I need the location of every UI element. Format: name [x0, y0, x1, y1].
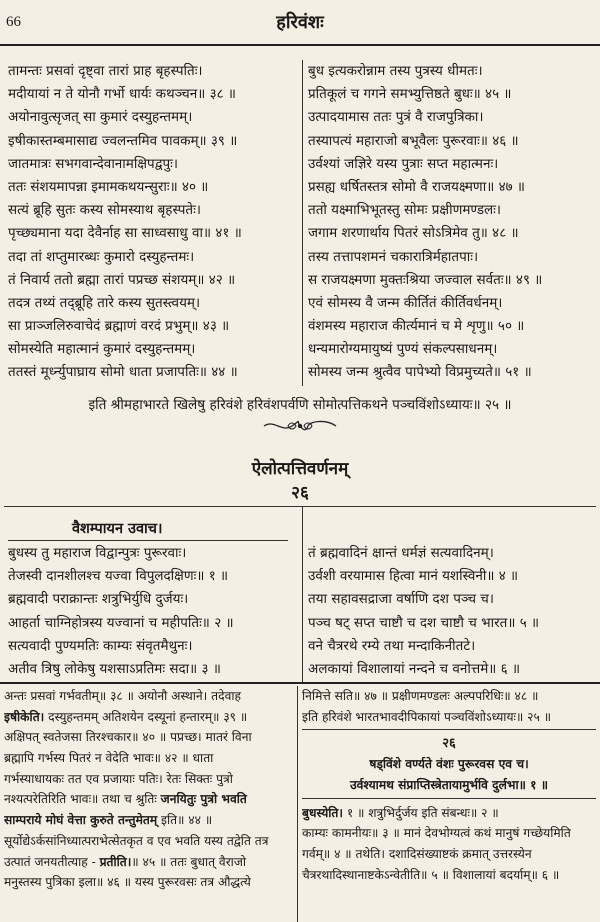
verse-line: ततो यक्ष्माभिभूतस्तु सोमः प्रक्षीणमण्डलः।: [308, 202, 502, 219]
verse-line: सत्यं ब्रूहि सुतः कस्य सोमस्याथ बृहस्पतेः।: [8, 202, 201, 219]
verse-line: बुध इत्यकरोन्नाम तस्य पुत्रस्य धीमतः।: [308, 63, 483, 79]
verse-line: तं निवार्य ततो ब्रह्मा तारां पप्रच्छ संशयम्॥ ४२ ॥: [8, 271, 236, 288]
commentary-line: [4, 727, 294, 748]
commentary: [0, 686, 600, 922]
verse-line: उत्पादयामास ततः पुत्रं वै राजपुत्रिका।: [308, 109, 484, 126]
verse-line: ब्रह्मवादी पराक्रान्तः शत्रुभिर्युधि दुर्जयः।: [8, 591, 189, 608]
verse-line: तदा तां शप्तुमारब्धः कुमारो दस्युहन्तमः।: [8, 248, 195, 265]
verse-line: तं ब्रह्मवादिनं क्षान्तं धर्मज्ञं सत्यवादिनम्।: [308, 545, 494, 561]
commentary-line: [4, 748, 294, 769]
upper-verses: [8, 60, 592, 386]
verse-line: पृच्छ्यमाना यदा देवैर्नाह सा साध्वसाधु वा॥ ४१ ॥: [8, 225, 242, 242]
commentary-inner-rule: [302, 798, 596, 799]
commentary-lemma: इषीकेति।: [4, 709, 45, 724]
commentary-line: निमित्ते सति॥ ४७ ॥ प्रक्षीणमण्डलः अल्पपरिधिः॥ ४८ ॥: [302, 689, 539, 703]
commentary-text: नश्यत्परेतिरिति भावः॥ तथा च श्रुतिः: [4, 792, 161, 807]
verse-line: इषीकास्तम्बमासाद्य ज्वलन्तमिव पावकम्॥ ३९ ॥: [8, 132, 238, 149]
commentary-line: [4, 789, 294, 810]
commentary-line: [302, 823, 596, 844]
commentary-line: [4, 686, 294, 707]
commentary-text: काम्यः कामनीयः॥ ३ ॥ मानं देवभोग्यत्वं कथं मानुषं गच्छेयमिति: [302, 826, 571, 841]
page-number: 66: [6, 14, 21, 30]
verse-line: एवं सोमस्य वै जन्म कीर्तितं कीर्तिवर्धनम्।: [308, 294, 503, 311]
commentary-divider: [297, 686, 298, 922]
verse-line: वंशमस्य महाराज कीर्त्यमानं च मे शृणु॥ ५० ॥: [308, 318, 525, 335]
verse-line: ततस्तं मूर्ध्न्युपाघ्राय सोमो धाता प्रजापतिः॥ ४४ ॥: [8, 364, 238, 381]
commentary-text: अक्षिपत् स्वतेजसा तिरश्चकार॥ ४० ॥ पप्रच्छ। मातरं विना: [4, 730, 252, 745]
commentary-line: [302, 865, 596, 886]
verse-line: बुधस्य तु महाराज विद्वान्पुत्रः पुरूरवाः।: [8, 545, 187, 561]
header-rule: [0, 44, 600, 46]
verse-line: ततः संशयमापन्ना इमामकथयन्सुराः॥ ४० ॥: [8, 178, 209, 195]
commentary-text: मनुस्तस्य पुत्रिका इला॥ ४६ ॥ यस्य पुरूरवसः तत्र औद्धत्ये: [4, 875, 251, 890]
commentary-text: अन्तः प्रसवां गर्भवतीम्॥ ३८ ॥ अयोनौ अस्थाने। तदेवाह: [4, 689, 241, 703]
commentary-lemma: साम्पराये मोघं वेत्ता कुरुते तन्तुमेतम्: [4, 813, 158, 828]
verse-line: जातमात्रः सभगवान्देवानामक्षिपद्वपुः।: [8, 155, 178, 172]
commentary-line: [4, 707, 294, 728]
commentary-lemma: जनयितुः पुत्रो भवति: [160, 792, 247, 807]
verse-line: सोमस्य जन्म श्रुत्वैव पापेभ्यो विप्रमुच्यते॥ ५१ ॥: [308, 364, 532, 381]
ornament-divider-icon: [260, 418, 340, 434]
verse-line: अयोनावुत्सृजत् सा कुमारं दस्युहन्तमम्।: [8, 109, 193, 126]
lower-verses-left: [8, 542, 300, 681]
commentary-line: [4, 872, 294, 893]
commentary-text: ॥ ४५ ॥ ततः बुधात् वैराजो: [131, 854, 247, 869]
verse-line: प्रसह्य धर्षितस्तत्र सोमो वै राजयक्ष्मणा॥ ४७ ॥: [308, 178, 525, 195]
speaker-heading: वैशम्पायन उवाच।: [72, 520, 163, 537]
commentary-lemma: बुधस्येति।: [302, 805, 343, 820]
verse-line: तस्य तत्तापशमनं चकारात्रिर्महातपाः।: [308, 248, 479, 265]
verse-line: प्रतिकूलं च गगने समभ्युत्तिष्ठते बुधः॥ ४५ ॥: [308, 86, 512, 103]
commentary-text: उत्पातं जनयतीत्याह -: [4, 854, 100, 869]
column-divider: [302, 60, 303, 386]
verse-line: तामन्तः प्रसवां दृष्ट्वा तारां प्राह बृहस्पतिः।: [8, 63, 203, 79]
verse-line: आहर्ता चाग्निहोत्रस्य यज्वानां च महीपतिः॥ २ ॥: [8, 614, 234, 631]
commentary-text: ब्रह्मापि गर्भस्य पितरं न वेदेति भावः॥ ४२ ॥ धाता: [4, 751, 214, 766]
verse-line: सोमस्येति महात्मानं कुमारं दस्युहन्तमम्।: [8, 341, 196, 358]
commentary-line: [4, 810, 294, 831]
commentary-text: सूर्योद्येऽर्कसांनिध्यात्पराभेत्सेतकृत व एव भवति यस्य तद्वेति तत्र: [4, 833, 269, 848]
commentary-line: [4, 831, 294, 852]
verse-line: तदत्र तथ्यं तद्ब्रूहि तारे कस्य सुतस्त्वयम्।: [8, 294, 201, 311]
commentary-line: [302, 844, 596, 865]
column-divider: [302, 506, 303, 682]
commentary-inner-rule: [302, 729, 596, 730]
commentary-text: १ ॥ शत्रुभिर्दुर्जय इति संबन्धः॥ २ ॥: [343, 805, 499, 820]
upper-verses-left: [8, 60, 300, 385]
commentary-heading-line: उर्वश्यामथ संप्राप्तिस्त्रेतायामुर्भवि दुर्लभा॥ १ ॥: [349, 778, 549, 793]
verse-line: वने चैत्ररथे रम्ये तथा मन्दाकिनीतटे।: [308, 637, 476, 654]
commentary-line: इति हरिवंशे भारतभावदीपिकायां पञ्चविंशोऽध्यायः॥ २५ ॥: [302, 709, 552, 724]
verse-line: सा प्राञ्जलिरुवाचेदं ब्रह्माणं वरदं प्रभुम्॥ ४३ ॥: [8, 318, 230, 335]
commentary-left: [4, 686, 294, 893]
verse-line: सत्यवादी पुण्यमतिः काम्यः संवृतमैथुनः।: [8, 637, 193, 654]
speaker-rule: [8, 540, 288, 541]
commentary-heading-line: षड्विंशे वर्ण्यते वंशः पुरूरवस एव च।: [369, 757, 529, 772]
verse-line: उर्वश्यां जज्ञिरे यस्य पुत्राः सप्त महात्मनः।: [308, 155, 499, 172]
verse-line: मदीयायां न ते योनौ गर्भो धार्यः कथञ्चन॥ ३८ ॥: [8, 86, 237, 103]
commentary-line: [4, 769, 294, 790]
section-number: २६: [291, 483, 309, 503]
section-rule: [4, 506, 596, 507]
commentary-text: इति॥ ४४ ॥: [157, 813, 213, 828]
lower-verses-right: [308, 542, 592, 681]
verse-line: तेजस्वी दानशीलश्च यज्वा विपुलदक्षिणः॥ १ ॥: [8, 568, 229, 585]
verse-line: धन्यमारोग्यमायुष्यं पुण्यं संकल्पसाधनम्।: [308, 341, 498, 358]
verse-line: पञ्च षट् सप्त चाष्टौ च दश चाष्टौ च भारत॥ ५ ॥: [308, 614, 540, 631]
commentary-chapter-number: २६: [442, 736, 456, 752]
verse-line: स राजयक्ष्मणा मुक्तःश्रिया जज्वाल सर्वतः॥ ४९ ॥: [308, 271, 543, 288]
chapter-colophon: इति श्रीमहाभारते खिलेषु हरिवंशे हरिवंशपर्वणि सोमोत्पत्तिकथने पञ्चविंशोऽध्यायः॥ २५ ॥: [88, 397, 512, 413]
upper-verses-right: [308, 60, 592, 385]
commentary-rule: [0, 682, 600, 684]
commentary-text: चैत्ररथादिस्थानाष्टकेऽन्वेतीति॥ ५ ॥ विशालायां बदर्याम्॥ ६ ॥: [302, 867, 560, 882]
lower-verses: [8, 542, 592, 682]
running-title: हरिवंशः: [276, 12, 324, 33]
commentary-line: [4, 852, 294, 873]
verse-line: जगाम शरणार्थाय पितरं सोऽत्रिमेव तु॥ ४८ ॥: [308, 225, 519, 242]
commentary-text: गर्भस्याधायकः तत एव प्रजायाः पतिः। रेतः सिक्तः पुत्रो: [4, 771, 233, 786]
verse-line: उर्वशी वरयामास हित्वा मानं यशस्विनी॥ ४ ॥: [308, 568, 519, 585]
verse-line: अलकायां विशालायां नन्दने च वनोत्तमे॥ ६ ॥: [308, 660, 521, 677]
commentary-text: दस्युहन्तमम् अतिशयेन दस्यूनां हन्तारम्॥ ३९ ॥: [44, 709, 248, 724]
commentary-right: [302, 686, 596, 886]
commentary-text: गर्वम्॥ ४ ॥ तथेति। दशादिसंख्याष्टकं क्रमात् उत्तरस्येन: [302, 847, 532, 862]
verse-line: अतीव त्रिषु लोकेषु यशसाऽप्रतिमः सदा॥ ३ ॥: [8, 660, 221, 677]
commentary-lemma: प्रतीति।: [99, 854, 132, 869]
verse-line: तस्यापत्यं महाराजो बभूवैलः पुरूरवाः॥ ४६ ॥: [308, 132, 519, 149]
section-title: ऐलोत्पत्तिवर्णनम्: [251, 459, 349, 479]
verse-line: तया सहावसद्राजा वर्षाणि दश पञ्च च।: [308, 591, 494, 608]
commentary-line: [302, 803, 596, 824]
